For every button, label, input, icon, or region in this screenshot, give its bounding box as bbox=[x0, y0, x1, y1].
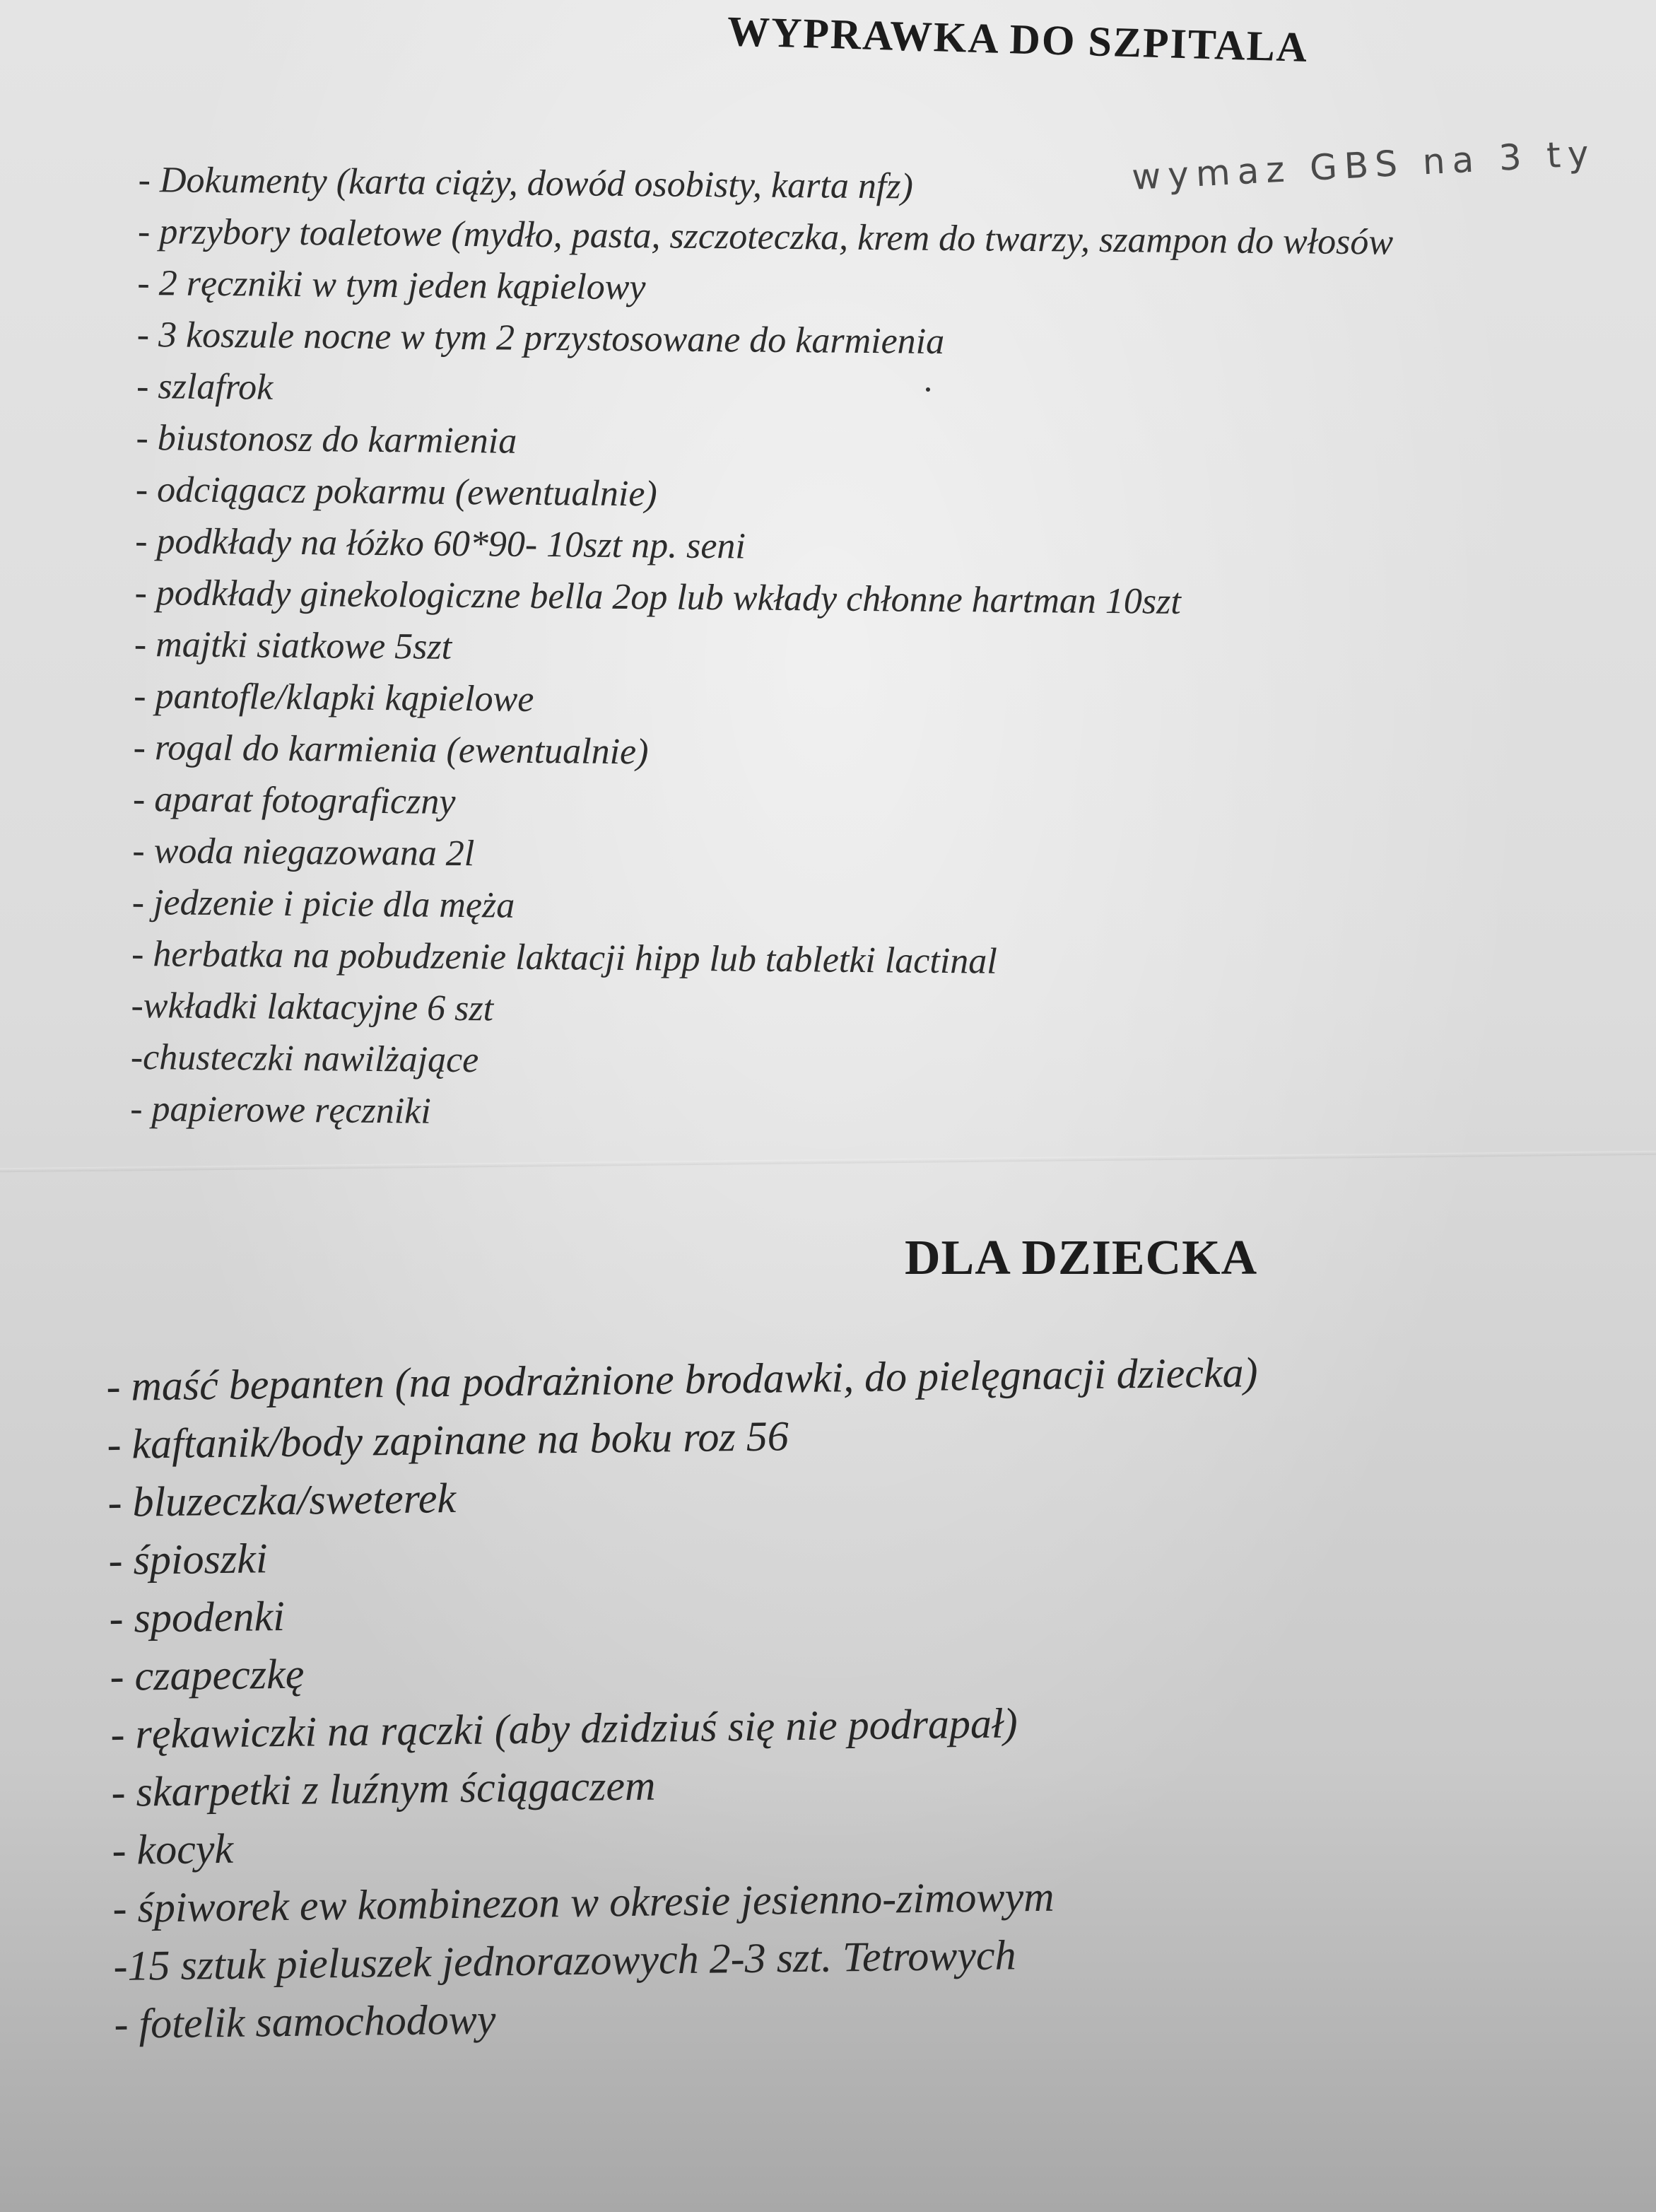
list-item: - maść bepanten (na podrażnione brodawki, do pielęgnacji dziecka) bbox=[106, 1349, 1258, 1410]
list-item: - rogal do karmienia (ewentualnie) bbox=[133, 727, 649, 773]
list-item: - śpioszki bbox=[108, 1535, 268, 1584]
list-item: - biustonosz do karmienia bbox=[136, 417, 517, 462]
list-item: - 3 koszule nocne w tym 2 przystosowane do karmienia bbox=[136, 314, 945, 362]
list-item: - spodenki bbox=[109, 1592, 286, 1642]
list-item: - pantofle/klapki kąpielowe bbox=[134, 675, 534, 720]
paper-crease bbox=[0, 1151, 1656, 1173]
document-title: WYPRAWKA DO SZPITALA bbox=[727, 7, 1309, 71]
list-item: -wkładki laktacyjne 6 szt bbox=[131, 985, 494, 1029]
list-item: -15 sztuk pieluszek jednorazowych 2-3 szt. Tetrowych bbox=[113, 1931, 1016, 1989]
list-item: - odciągacz pokarmu (ewentualnie) bbox=[135, 469, 658, 515]
list-item: - fotelik samochodowy bbox=[114, 1996, 496, 2047]
list-item: - podkłady na łóżko 60*90- 10szt np. seni bbox=[134, 520, 746, 567]
list-item: -chusteczki nawilżające bbox=[130, 1036, 479, 1081]
list-item: - bluzeczka/sweterek bbox=[107, 1474, 457, 1526]
list-item: - kocyk bbox=[112, 1825, 234, 1873]
list-item: - aparat fotograficzny bbox=[132, 778, 456, 822]
list-item: - rękawiczki na rączki (aby dzidziuś się nie podrapał) bbox=[110, 1699, 1018, 1757]
list-item: - śpiworek ew kombinezon w okresie jesienno-zimowym bbox=[112, 1873, 1055, 1931]
ink-dot bbox=[926, 387, 930, 392]
child-section-title: DLA DZIECKA bbox=[905, 1231, 1258, 1285]
list-item: - 2 ręczniki w tym jeden kąpielowy bbox=[137, 262, 646, 308]
list-item: - papierowe ręczniki bbox=[129, 1088, 431, 1132]
list-item: - skarpetki z luźnym ściągaczem bbox=[111, 1762, 656, 1815]
child-items-list bbox=[106, 1343, 1266, 2053]
list-item: - kaftanik/body zapinane na boku roz 56 bbox=[107, 1412, 789, 1468]
mother-items-list bbox=[130, 154, 1394, 1145]
list-item: - herbatka na pobudzenie laktacji hipp lub tabletki lactinal bbox=[131, 933, 997, 982]
list-item: - jedzenie i picie dla męża bbox=[131, 882, 515, 926]
list-item: - majtki siatkowe 5szt bbox=[134, 624, 452, 667]
list-item: - czapeczkę bbox=[110, 1650, 305, 1699]
list-item: - przybory toaletowe (mydło, pasta, szczoteczka, krem do twarzy, szampon do włosów bbox=[137, 211, 1394, 263]
handwritten-note: wymaz GBS na 3 ty bbox=[1131, 132, 1597, 198]
list-item: - Dokumenty (karta ciąży, dowód osobisty, karta nfz) bbox=[138, 159, 914, 207]
list-item: - szlafrok bbox=[136, 365, 274, 408]
list-item: - podkłady ginekologiczne bella 2op lub wkłady chłonne hartman 10szt bbox=[134, 572, 1182, 622]
list-item: - woda niegazowana 2l bbox=[132, 830, 475, 874]
